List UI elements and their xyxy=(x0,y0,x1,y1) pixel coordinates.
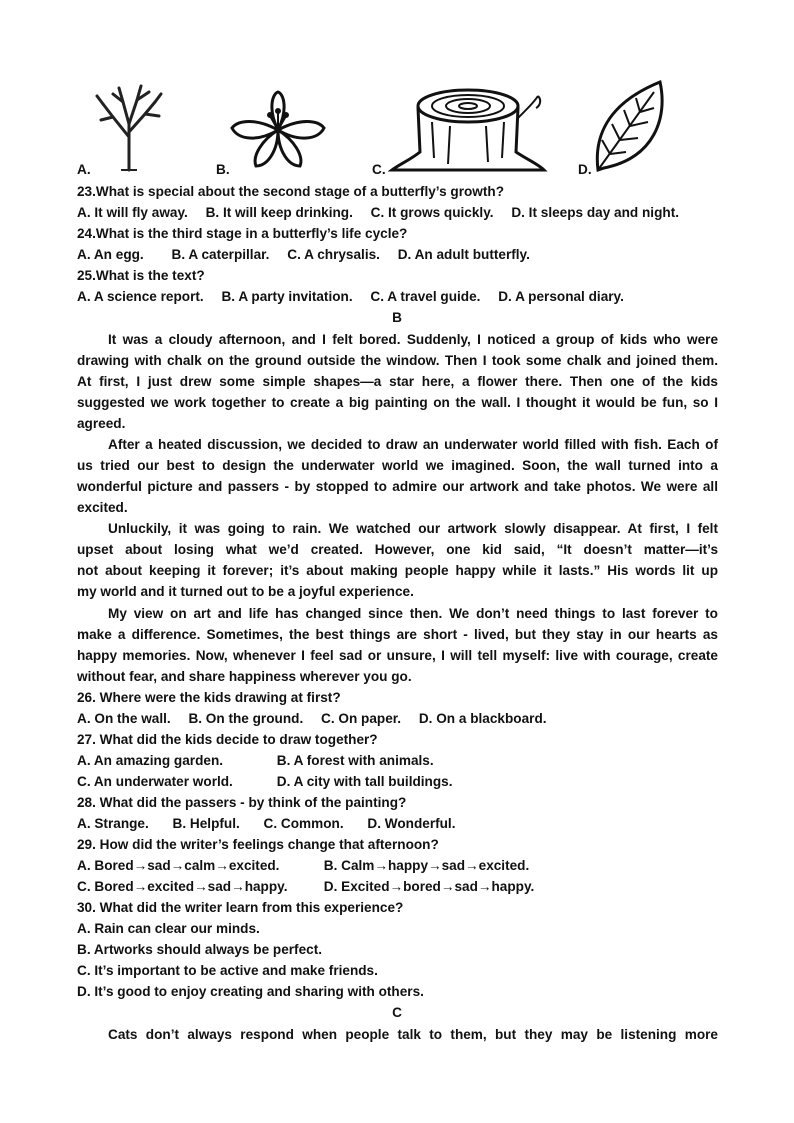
paragraph-line: At first, I just drew some simple shapes—a star here, a flower there. Then one of the kids xyxy=(77,374,718,389)
option-b: B. Artworks should always be perfect. xyxy=(77,942,323,957)
option-d: D. An adult butterfly. xyxy=(397,247,530,262)
option-d: D. A personal diary. xyxy=(498,289,624,304)
paragraph-line: us tried our best to design the underwater world we imagined. Soon, the wall turned into a xyxy=(77,458,718,473)
picture-option-label: C. xyxy=(372,162,386,177)
paragraph-line: agreed. xyxy=(77,416,126,431)
lily-flower-icon xyxy=(228,90,328,170)
option-c: C. It’s important to be active and make friends. xyxy=(77,963,378,978)
option-c: C. On paper. xyxy=(321,711,402,726)
picture-option-label: A. xyxy=(77,162,91,177)
question-23-options xyxy=(77,203,679,223)
option-c: C. A travel guide. xyxy=(370,289,481,304)
paragraph-line: without fear, and share happiness wherever you go. xyxy=(77,669,412,684)
question-23: 23.What is special about the second stage of a butterfly’s growth? xyxy=(77,184,505,199)
passage-paragraph-2 xyxy=(77,434,718,518)
paragraph-line: wonderful picture and passers - by stopped to admire our artwork and take photos. We were all xyxy=(77,479,718,494)
option-d: D. On a blackboard. xyxy=(418,711,547,726)
question-26-options xyxy=(77,709,547,729)
question-29-options-row-1 xyxy=(77,856,529,876)
option-c: C. An underwater world. xyxy=(77,774,233,789)
paragraph-line: my world and it turned out to be a joyful experience. xyxy=(77,584,414,599)
question-27-options-row-1 xyxy=(77,751,434,771)
picture-option-label: D. xyxy=(578,162,592,177)
option-b: B. Helpful. xyxy=(172,816,240,831)
option-b: B. A caterpillar. xyxy=(171,247,270,262)
picture-options xyxy=(0,74,794,178)
option-a: A. A science report. xyxy=(77,289,204,304)
paragraph-line: Cats don’t always respond when people talk to them, but they may be listening more xyxy=(108,1027,718,1042)
option-c: C. A chrysalis. xyxy=(287,247,380,262)
option-a: A. An egg. xyxy=(77,247,144,262)
question-25: 25.What is the text? xyxy=(77,268,205,283)
option-b: B. A party invitation. xyxy=(221,289,353,304)
option-d: D. It’s good to enjoy creating and sharing with others. xyxy=(77,984,424,999)
option-d: D. Wonderful. xyxy=(367,816,456,831)
question-30: 30. What did the writer learn from this experience? xyxy=(77,900,404,915)
passage-paragraph-3 xyxy=(77,518,718,602)
option-a: A. Rain can clear our minds. xyxy=(77,921,260,936)
question-24: 24.What is the third stage in a butterfly’s life cycle? xyxy=(77,226,408,241)
section-heading-c: C xyxy=(392,1005,402,1020)
question-25-options xyxy=(77,287,624,307)
option-a: A. On the wall. xyxy=(77,711,171,726)
paragraph-line: make a difference. Sometimes, the best things are short - lived, but they stay in our hearts as xyxy=(77,627,718,642)
option-d: D. A city with tall buildings. xyxy=(276,774,453,789)
paragraph-line: It was a cloudy afternoon, and I felt bored. Suddenly, I noticed a group of kids who were xyxy=(108,332,718,347)
option-c: C. Common. xyxy=(263,816,344,831)
option-c: C. Bored→excited→sad→happy. xyxy=(77,879,288,894)
paragraph-line: After a heated discussion, we decided to draw an underwater world filled with fish. Each of xyxy=(108,437,718,452)
question-27-options-row-2 xyxy=(77,772,453,792)
leaf-icon xyxy=(590,78,670,174)
paragraph-line: not about keeping it forever; it’s about making people happy while it lasts.” His words lit up xyxy=(77,563,718,578)
paragraph-line: suggested we work together to create a big painting on the wall. I thought it would be fun, so I xyxy=(77,395,718,410)
tree-stump-icon xyxy=(388,78,548,174)
option-a: A. Bored→sad→calm→excited. xyxy=(77,858,280,873)
paragraph-line: upset about losing what we’d created. However, one kid said, “It doesn’t matter—it’s xyxy=(77,542,718,557)
question-28: 28. What did the passers - by think of the painting? xyxy=(77,795,407,810)
paragraph-line: My view on art and life has changed since then. We don’t need things to last forever to xyxy=(108,606,718,621)
question-29: 29. How did the writer’s feelings change that afternoon? xyxy=(77,837,439,852)
paragraph-line: Unluckily, it was going to rain. We watched our artwork slowly disappear. At first, I felt xyxy=(108,521,718,536)
option-a: A. Strange. xyxy=(77,816,149,831)
option-d: D. It sleeps day and night. xyxy=(511,205,679,220)
option-a: A. An amazing garden. xyxy=(77,753,224,768)
picture-option-label: B. xyxy=(216,162,230,177)
question-29-options-row-2 xyxy=(77,877,534,897)
option-b: B. A forest with animals. xyxy=(276,753,434,768)
option-a: A. It will fly away. xyxy=(77,205,188,220)
section-heading-b: B xyxy=(392,310,402,325)
tree-icon xyxy=(93,82,165,172)
question-28-options xyxy=(77,814,456,834)
question-24-options xyxy=(77,245,530,265)
passage-paragraph-1 xyxy=(77,329,718,434)
question-27: 27. What did the kids decide to draw together? xyxy=(77,732,378,747)
question-26: 26. Where were the kids drawing at first? xyxy=(77,690,341,705)
option-b: B. Calm→happy→sad→excited. xyxy=(323,858,530,873)
option-b: B. On the ground. xyxy=(188,711,304,726)
paragraph-line: happy memories. Now, whenever I feel sad or unsure, I will tell myself: live with courage, create xyxy=(77,648,718,663)
paragraph-line: excited. xyxy=(77,500,128,515)
option-d: D. Excited→bored→sad→happy. xyxy=(323,879,535,894)
passage-c-paragraph-1 xyxy=(77,1024,718,1045)
paragraph-line: drawing with chalk on the ground outside the window. Then I took some chalk and joined them. xyxy=(77,353,718,368)
passage-paragraph-4 xyxy=(77,603,718,687)
option-c: C. It grows quickly. xyxy=(370,205,494,220)
option-b: B. It will keep drinking. xyxy=(205,205,353,220)
